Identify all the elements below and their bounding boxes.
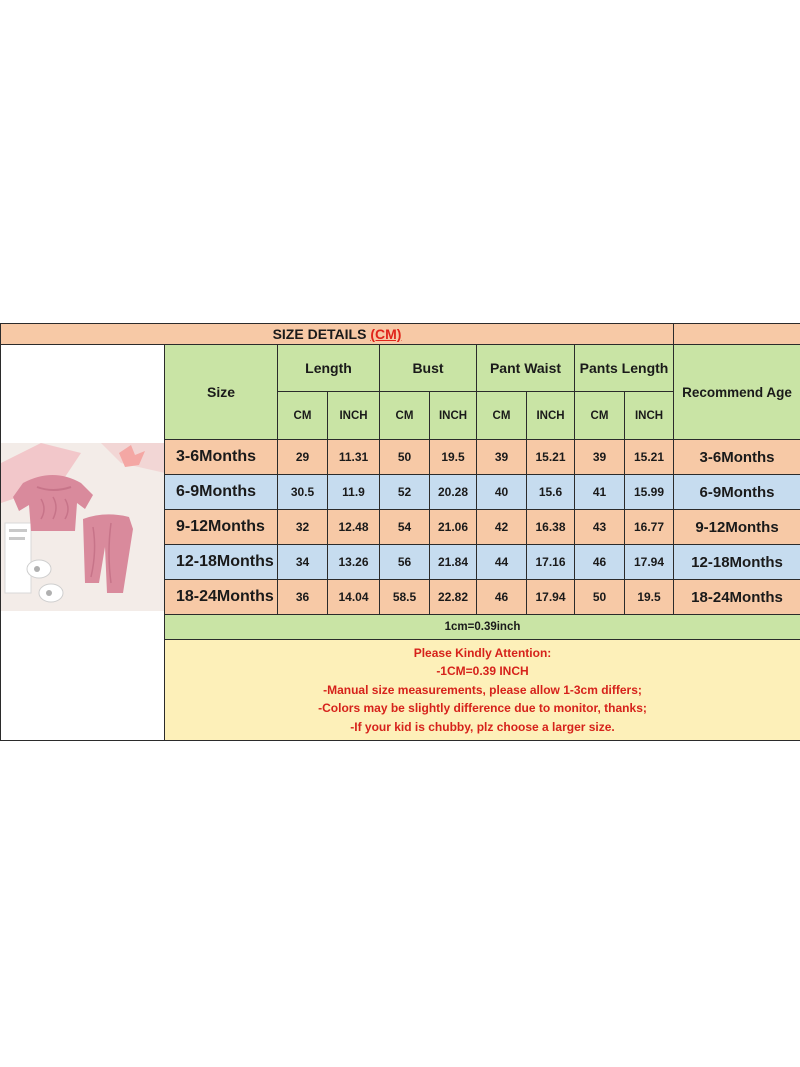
size-table [0,323,800,741]
length-header: Length [278,345,380,392]
value-cell: 11.31 [328,440,380,475]
value-cell: 15.6 [527,475,575,510]
value-cell: 36 [278,580,328,615]
value-cell: 21.84 [430,545,477,580]
note-line: -Manual size measurements, please allow 1-3cm differs; [323,682,642,697]
value-cell: 29 [278,440,328,475]
product-photo-cell [1,345,165,741]
value-cell: 16.38 [527,510,575,545]
size-label: 3-6Months [165,440,278,475]
baby-outfit-photo-icon [1,443,165,611]
value-cell: 46 [575,545,625,580]
age-cell: 3-6Months [674,440,800,475]
value-cell: 52 [380,475,430,510]
value-cell: 39 [575,440,625,475]
recommend-age-header: Recommend Age [674,345,800,440]
value-cell: 17.94 [625,545,674,580]
size-label: 9-12Months [165,510,278,545]
age-cell: 6-9Months [674,475,800,510]
value-cell: 17.16 [527,545,575,580]
unit-header: CM [278,392,328,440]
size-label: 12-18Months [165,545,278,580]
note-line: -Colors may be slightly difference due to monitor, thanks; [318,701,647,716]
unit-header: INCH [625,392,674,440]
note-line: -1CM=0.39 INCH [436,664,529,679]
value-cell: 41 [575,475,625,510]
value-cell: 15.21 [527,440,575,475]
value-cell: 50 [380,440,430,475]
note-line: Please Kindly Attention: [413,645,552,660]
value-cell: 58.5 [380,580,430,615]
unit-header: INCH [328,392,380,440]
size-label: 6-9Months [165,475,278,510]
age-cell: 18-24Months [674,580,800,615]
table-title [1,324,674,345]
size-header: Size [165,345,278,440]
age-cell: 12-18Months [674,545,800,580]
title-text: SIZE DETAILS [272,326,367,342]
value-cell: 34 [278,545,328,580]
age-cell: 9-12Months [674,510,800,545]
bust-header: Bust [380,345,477,392]
unit-header: INCH [430,392,477,440]
value-cell: 21.06 [430,510,477,545]
value-cell: 56 [380,545,430,580]
value-cell: 15.21 [625,440,674,475]
pants-length-header: Pants Length [575,345,674,392]
value-cell: 22.82 [430,580,477,615]
conversion-note: 1cm=0.39inch [165,615,800,640]
value-cell: 17.94 [527,580,575,615]
size-chart [0,323,800,745]
value-cell: 19.5 [430,440,477,475]
title-blank-cell [674,324,800,345]
value-cell: 30.5 [278,475,328,510]
value-cell: 15.99 [625,475,674,510]
value-cell: 44 [477,545,527,580]
value-cell: 40 [477,475,527,510]
value-cell: 12.48 [328,510,380,545]
unit-header: INCH [527,392,575,440]
attention-notes [165,640,800,741]
value-cell: 32 [278,510,328,545]
size-label: 18-24Months [165,580,278,615]
unit-header: CM [380,392,430,440]
product-photo [1,443,165,611]
title-unit: (CM) [370,326,402,342]
value-cell: 50 [575,580,625,615]
value-cell: 54 [380,510,430,545]
value-cell: 14.04 [328,580,380,615]
pant-waist-header: Pant Waist [477,345,575,392]
unit-header: CM [477,392,527,440]
value-cell: 13.26 [328,545,380,580]
value-cell: 19.5 [625,580,674,615]
value-cell: 46 [477,580,527,615]
value-cell: 39 [477,440,527,475]
value-cell: 16.77 [625,510,674,545]
unit-header: CM [575,392,625,440]
value-cell: 20.28 [430,475,477,510]
value-cell: 42 [477,510,527,545]
value-cell: 43 [575,510,625,545]
note-line: -If your kid is chubby, plz choose a larger size. [350,719,615,734]
value-cell: 11.9 [328,475,380,510]
